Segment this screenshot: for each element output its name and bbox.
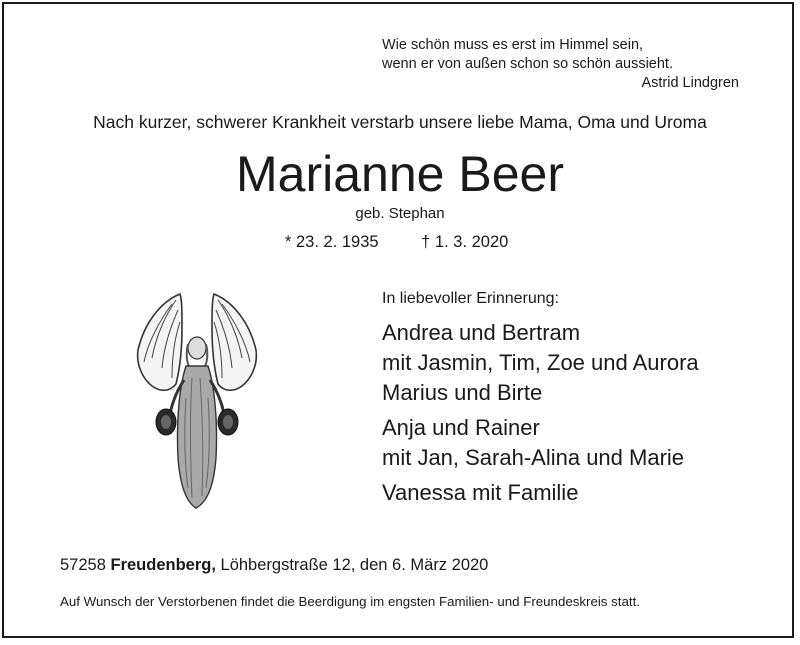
- family-list: [382, 318, 699, 508]
- quote: [382, 36, 739, 93]
- family-line: Vanessa mit Familie: [382, 480, 579, 505]
- maiden-name: geb. Stephan: [355, 205, 445, 222]
- birth-date: * 23. 2. 1935: [285, 233, 379, 251]
- zip-code: 57258: [60, 556, 106, 574]
- family-line: mit Jasmin, Tim, Zoe und Aurora: [382, 350, 699, 375]
- quote-line-2: wenn er von außen schon so schön aussieht.: [382, 56, 673, 72]
- quote-line-1: Wie schön muss es erst im Himmel sein,: [382, 37, 644, 53]
- memory-label: In liebevoller Erinnerung:: [382, 290, 559, 307]
- address-line: [60, 556, 488, 575]
- family-line: Anja und Rainer: [382, 415, 540, 440]
- intro-text: Nach kurzer, schwerer Krankheit verstarb unsere liebe Mama, Oma und Uroma: [93, 112, 707, 132]
- family-line: mit Jan, Sarah-Alina und Marie: [382, 445, 685, 470]
- angel-icon: [136, 288, 258, 515]
- quote-author: Astrid Lindgren: [641, 75, 739, 91]
- city: Freudenberg,: [110, 556, 216, 574]
- family-line: Andrea und Bertram: [382, 320, 581, 345]
- death-date: † 1. 3. 2020: [421, 233, 509, 251]
- deceased-name: Marianne Beer: [236, 146, 564, 202]
- funeral-note: Auf Wunsch der Verstorbenen findet die Beerdigung im engsten Familien- und Freundeskreis statt.: [60, 594, 640, 609]
- street-date: Löhbergstraße 12, den 6. März 2020: [220, 556, 489, 574]
- dates: [285, 233, 508, 252]
- family-line: Marius und Birte: [382, 380, 543, 405]
